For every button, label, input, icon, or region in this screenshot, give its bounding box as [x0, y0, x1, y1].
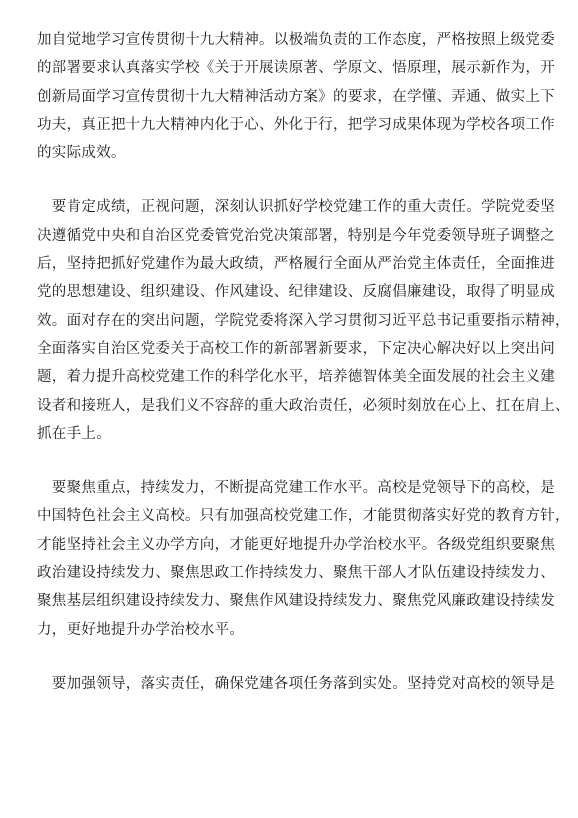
text-line: 设者和接班人，是我们义不容辞的重大政治责任，必须时刻放在心上、扛在肩上、: [37, 397, 570, 414]
text-line: 决遵循党中央和自治区党委管党治党决策部署，特别是今年党委领导班子调整之: [37, 227, 555, 244]
text-line: 全面落实自治区党委关于高校工作的新部署新要求，下定决心解决好以上突出问: [37, 340, 555, 357]
text-line: 抓在手上。: [37, 425, 111, 442]
text-line: 功夫，真正把十九大精神内化于心、外化于行，把学习成果体现为学校各项工作: [37, 116, 555, 133]
text-line: 加自觉地学习宣传贯彻十九大精神。以极端负责的工作态度，严格按照上级党委: [37, 32, 555, 48]
paragraph-focus-priorities: [37, 474, 570, 644]
document-page: [37, 26, 570, 724]
paragraph-affirm-achievements: [37, 193, 570, 448]
text-line: 力，更好地提升办学治校水平。: [37, 621, 245, 638]
text-line: 政治建设持续发力、聚焦思政工作持续发力、聚焦干部人才队伍建设持续发力、: [37, 565, 555, 582]
text-line: 聚焦基层组织建设持续发力、聚焦作风建设持续发力、聚焦党风廉政建设持续发: [37, 593, 555, 610]
text-line: 要聚焦重点，持续发力，不断提高党建工作水平。高校是党领导下的高校，是: [37, 480, 555, 497]
text-line: 才能坚持社会主义办学方向，才能更好地提升办学治校水平。各级党组织要聚焦: [37, 536, 555, 553]
text-line: 题，着力提升高校党建工作的科学化水平，培养德智体美全面发展的社会主义建: [37, 369, 555, 386]
text-line: 要肯定成绩，正视问题，深刻认识抓好学校党建工作的重大责任。学院党委坚: [37, 199, 555, 216]
text-line: 要加强领导，落实责任，确保党建各项任务落到实处。坚持党对高校的领导是: [37, 675, 555, 692]
text-line: 党的思想建设、组织建设、作风建设、纪律建设、反腐倡廉建设，取得了明显成: [37, 284, 555, 301]
text-line: 的部署要求认真落实学校《关于开展读原著、学原文、悟原理，展示新作为，开: [37, 60, 555, 77]
text-line: 效。面对存在的突出问题，学院党委将深入学习贯彻习近平总书记重要指示精神，: [37, 312, 570, 329]
text-line: 创新局面学习宣传贯彻十九大精神活动方案》的要求，在学懂、弄通、做实上下: [37, 88, 555, 105]
text-line: 中国特色社会主义高校。只有加强高校党建工作，才能贯彻落实好党的教育方针，: [37, 508, 570, 525]
text-line: 后，坚持把抓好党建作为最大政绩，严格履行全面从严治党主体责任，全面推进: [37, 256, 555, 273]
text-line: 的实际成效。: [37, 145, 126, 162]
paragraph-strengthen-leadership: [37, 670, 555, 698]
paragraph-study-spirit: [37, 26, 555, 167]
